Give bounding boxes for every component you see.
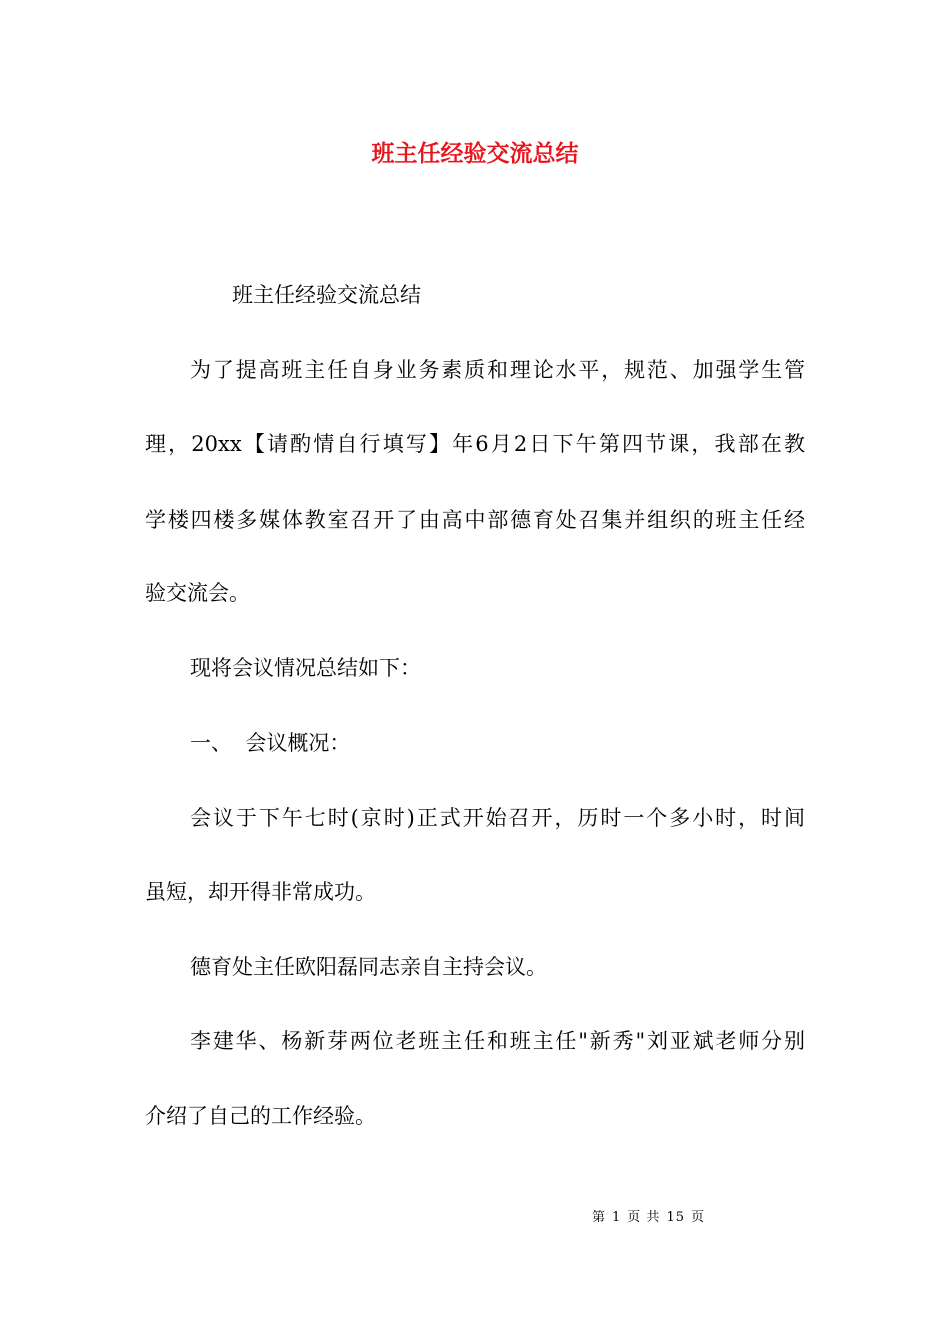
- footer-suffix: 页: [690, 1210, 705, 1225]
- paragraph-5-line-1: 李建华、杨新芽两位老班主任和班主任"新秀"刘亚斌老师分别: [190, 1029, 805, 1053]
- section-1-heading: 一、 会议概况：: [190, 731, 351, 755]
- footer-current-page: 1: [612, 1210, 622, 1225]
- paragraph-1-line-4: 验交流会。: [145, 581, 250, 605]
- paragraph-3-line-1: 会议于下午七时(京时)正式开始召开，历时一个多小时，时间: [190, 806, 805, 830]
- paragraph-1-line-1: 为了提高班主任自身业务素质和理论水平，规范、加强学生管: [190, 358, 805, 382]
- paragraph-1-line-2: 理，20xx【请酌情自行填写】年6月2日下午第四节课，我部在教: [145, 432, 805, 456]
- footer-prefix: 第: [592, 1210, 607, 1225]
- paragraph-1-line-3: 学楼四楼多媒体教室召开了由高中部德育处召集并组织的班主任经: [145, 508, 805, 532]
- paragraph-2: 现将会议情况总结如下：: [190, 656, 421, 680]
- page-footer: [592, 1209, 705, 1227]
- document-title: 班主任经验交流总结: [371, 140, 579, 167]
- paragraph-4: 德育处主任欧阳磊同志亲自主持会议。: [190, 955, 547, 979]
- document-subtitle: 班主任经验交流总结: [232, 283, 421, 307]
- paragraph-5-line-2: 介绍了自己的工作经验。: [145, 1104, 376, 1128]
- footer-middle: 页 共: [627, 1210, 661, 1225]
- paragraph-3-line-2: 虽短，却开得非常成功。: [145, 880, 376, 904]
- footer-total-pages: 15: [666, 1210, 685, 1225]
